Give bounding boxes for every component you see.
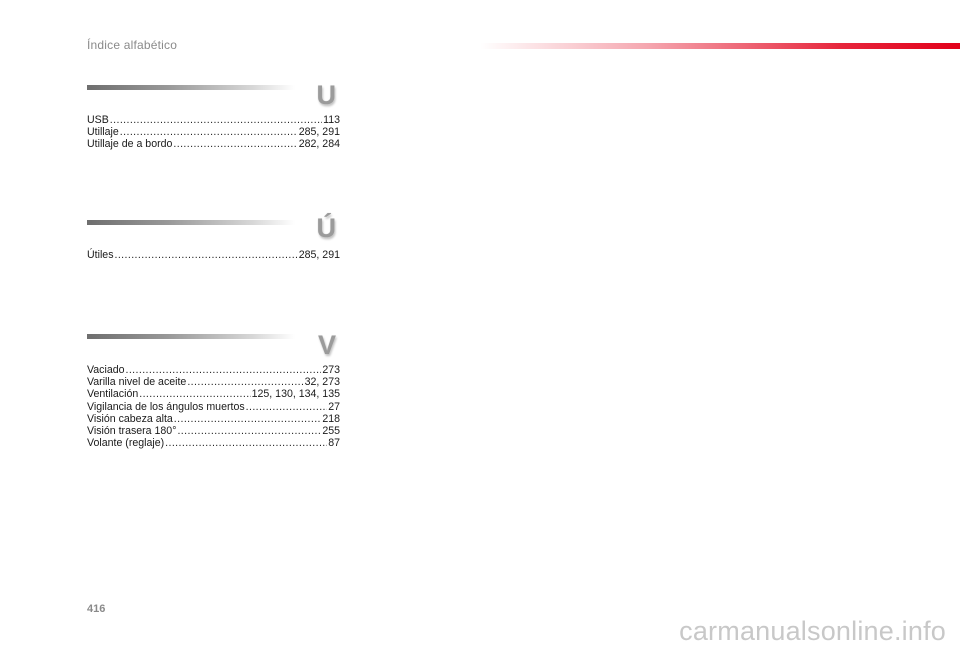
entry-term: Vaciado: [87, 364, 125, 376]
dot-leader: [120, 126, 298, 138]
index-entry: [87, 249, 340, 261]
section-divider: [87, 85, 295, 90]
dot-leader: [139, 388, 250, 400]
index-entry: [87, 376, 340, 388]
entry-pages: 282, 284: [298, 138, 340, 151]
dot-leader: [165, 437, 327, 449]
entry-term: USB: [87, 114, 109, 126]
entry-pages: 285, 291: [298, 249, 340, 261]
entry-term: Ventilación: [87, 388, 139, 401]
page-number: 416: [87, 603, 106, 615]
entry-term: Varilla nivel de aceite: [87, 376, 187, 389]
index-entry: [87, 425, 340, 437]
entry-pages: 273: [322, 364, 340, 376]
index-entry-list: [87, 364, 340, 449]
watermark: carmanualsonline.info: [679, 616, 946, 646]
page-header-title: Índice alfabético: [87, 38, 178, 52]
entry-pages: 125, 130, 134, 135: [251, 388, 340, 401]
section-letter: U: [316, 80, 336, 110]
index-entry: [87, 364, 340, 376]
section-letter: V: [317, 330, 336, 360]
index-entry: [87, 126, 340, 138]
entry-pages: 27: [328, 400, 340, 413]
dot-leader: [126, 364, 322, 376]
index-entry: [87, 114, 340, 126]
entry-term: Volante (reglaje): [87, 437, 165, 450]
dot-leader: [173, 138, 297, 150]
section-divider: [87, 220, 295, 225]
index-entry: [87, 388, 340, 400]
dot-leader: [174, 413, 322, 425]
entry-term: Visión trasera 180°: [87, 425, 177, 438]
entry-term: Utillaje de a bordo: [87, 138, 173, 151]
index-entry: [87, 437, 340, 449]
entry-term: Útiles: [87, 249, 114, 261]
entry-pages: 285, 291: [298, 126, 340, 139]
entry-term: Utillaje: [87, 126, 119, 139]
dot-leader: [246, 401, 328, 413]
index-entry: [87, 401, 340, 413]
index-entry: [87, 138, 340, 150]
section-divider: [87, 334, 295, 339]
entry-pages: 32, 273: [304, 376, 340, 389]
dot-leader: [177, 425, 321, 437]
index-entry: [87, 413, 340, 425]
index-entry-list: [87, 114, 340, 151]
section-letter: Ú: [316, 213, 336, 243]
dot-leader: [115, 249, 298, 261]
dot-leader: [110, 114, 322, 126]
entry-term: Visión cabeza alta: [87, 412, 173, 425]
entry-pages: 218: [322, 412, 340, 425]
entry-term: Vigilancia de los ángulos muertos: [87, 400, 245, 413]
entry-pages: 113: [323, 114, 340, 126]
header-accent-bar: [480, 43, 960, 49]
entry-pages: 255: [322, 425, 340, 438]
dot-leader: [187, 376, 303, 388]
index-entry-list: [87, 249, 340, 261]
entry-pages: 87: [328, 437, 340, 450]
